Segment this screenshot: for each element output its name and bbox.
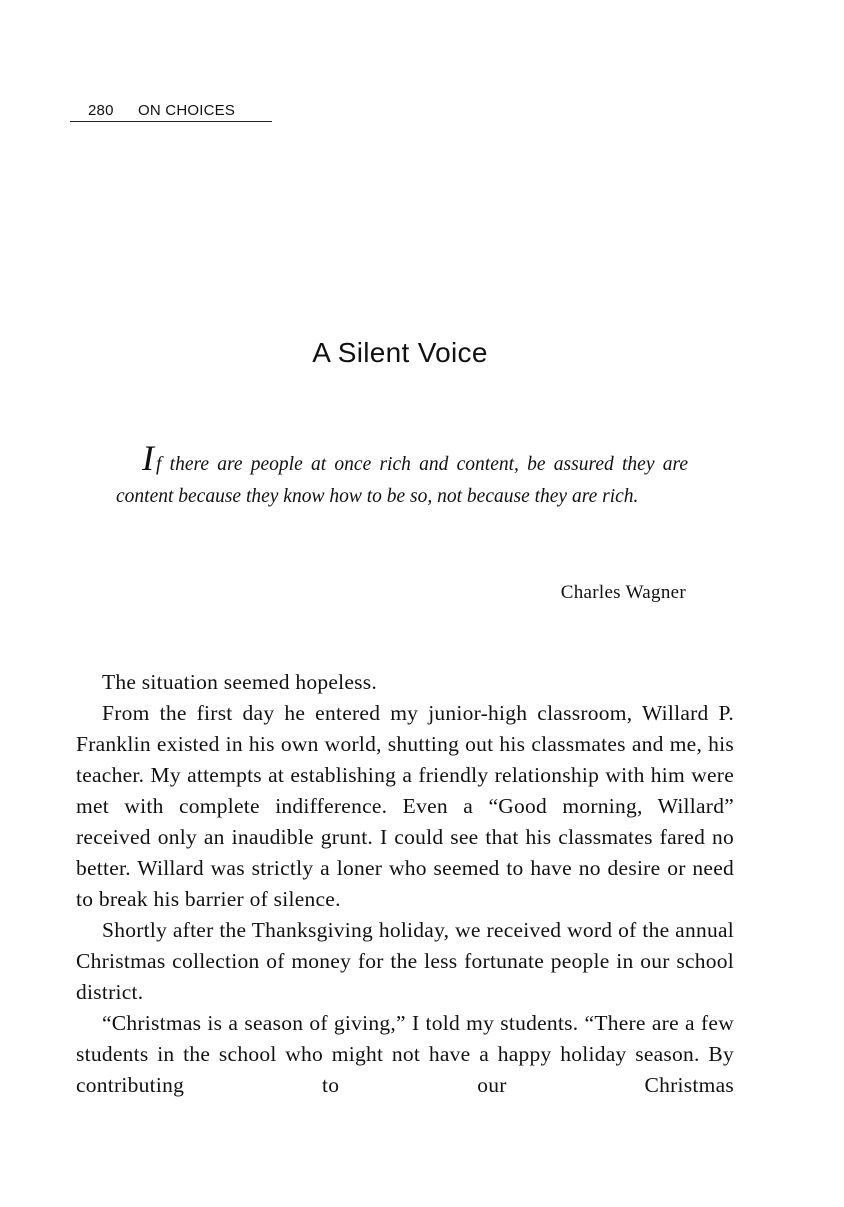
section-title: ON CHOICES xyxy=(138,102,236,119)
epigraph-attribution: Charles Wagner xyxy=(560,582,686,603)
epigraph-initial: I xyxy=(142,438,154,478)
body-paragraph: From the first day he entered my junior-high classroom, Willard P. Franklin existed in his own world, shutting out his classmates and me, his teacher. My attempts at establishing a friendly relationship with him were met with complete indifference. Even a “Good morning, Willard” received only an inaudible grunt. I could see that his classmates fared no better. Willard was strictly a loner who seemed to have no desire or need to break his barrier of silence. xyxy=(76,701,734,911)
body-paragraph: “Christmas is a season of giving,” I told my students. “There are a few students in the school who might not have a happy holiday season. By contributing to our Christmas xyxy=(76,1011,734,1097)
chapter-title: A Silent Voice xyxy=(312,336,488,368)
body-paragraph: The situation seemed hopeless. xyxy=(102,670,377,694)
epigraph-text: f there are people at once rich and content, be assured they are content because they know how to be so, not because they are rich. xyxy=(116,454,688,507)
body-text xyxy=(76,667,734,1101)
epigraph xyxy=(116,438,688,513)
page-number: 280 xyxy=(88,102,114,119)
body-paragraph: Shortly after the Thanksgiving holiday, we received word of the annual Christmas collection of money for the less fortunate people in our school district. xyxy=(76,918,734,1004)
running-head xyxy=(70,102,272,122)
